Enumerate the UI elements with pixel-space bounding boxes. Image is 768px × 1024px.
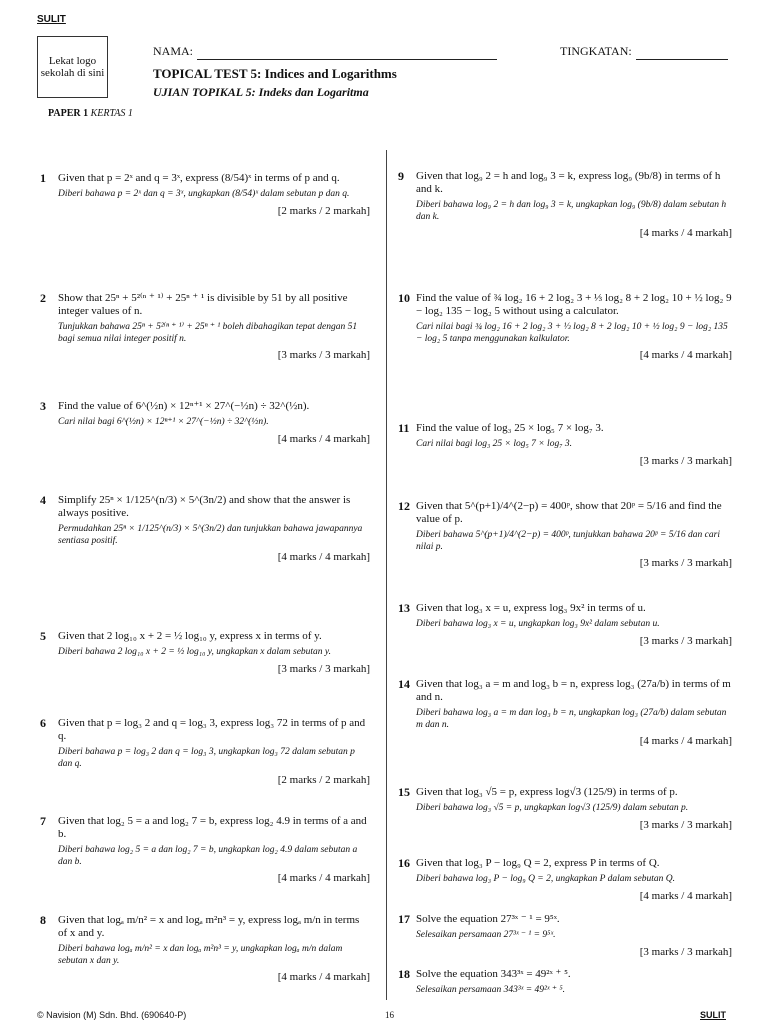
page-subtitle: UJIAN TOPIKAL 5: Indeks dan Logaritma — [153, 85, 369, 99]
question-marks: [3 marks / 3 markah] — [277, 349, 370, 361]
question-text-ms: Cari nilai bagi 6^(½n) × 12ⁿ⁺¹ × 27^(−½n) ÷ 32^(½n). — [58, 417, 269, 427]
tingkatan-field[interactable] — [560, 42, 728, 60]
question-number: 7 — [40, 814, 46, 828]
question-marks: [3 marks / 3 markah] — [639, 945, 732, 958]
question-12 — [398, 500, 732, 570]
question-5 — [40, 630, 370, 676]
question-number: 15 — [398, 785, 410, 799]
question-number: 9 — [398, 169, 404, 183]
question-number: 16 — [398, 856, 410, 870]
question-1 — [40, 172, 370, 218]
question-text-ms: Diberi bahawa log₉ 2 = h dan log₉ 3 = k, ungkapkan log₉ (9b/8) dalam sebutan h dan k. — [416, 200, 727, 222]
question-text: Solve the equation 27³ˣ ⁻ ¹ = 9⁵ˣ. — [416, 913, 560, 925]
question-text-ms: Tunjukkan bahawa 25ⁿ + 5²⁽ⁿ ⁺ ¹⁾ + 25ⁿ ⁺ ¹ boleh dibahagikan tepat dengan 51 bagi semua nilai integer positif n. — [58, 322, 358, 344]
question-8 — [40, 914, 370, 984]
question-number: 5 — [40, 629, 46, 643]
question-number: 6 — [40, 716, 46, 730]
question-marks: [3 marks / 3 markah] — [639, 557, 732, 569]
question-6 — [40, 717, 370, 787]
page-title: TOPICAL TEST 5: Indices and Logarithms — [153, 66, 397, 81]
question-marks: [4 marks / 4 markah] — [277, 872, 370, 884]
column-divider — [386, 150, 387, 1000]
footer-copyright: © Navision (M) Sdn. Bhd. (690640-P) — [37, 1010, 187, 1020]
question-number: 12 — [398, 499, 410, 513]
question-13 — [398, 602, 732, 648]
question-16 — [398, 857, 732, 903]
question-text-ms: Cari nilai bagi log₃ 25 × log₅ 7 × log₇ 3. — [416, 439, 573, 449]
paper-label-en: PAPER 1 — [48, 108, 89, 119]
question-marks: [4 marks / 4 markah] — [639, 349, 732, 361]
question-marks: [3 marks / 3 markah] — [639, 454, 732, 467]
question-number: 11 — [398, 421, 410, 435]
question-text-ms: Diberi bahawa 2 log₁₀ x + 2 = ½ log₁₀ y, ungkapkan x dalam sebutan y. — [58, 647, 332, 657]
question-7 — [40, 815, 370, 885]
question-marks: [3 marks / 3 markah] — [639, 634, 732, 647]
question-marks: [3 marks / 3 markah] — [277, 662, 370, 675]
question-9 — [398, 170, 732, 240]
question-text-ms: Diberi bahawa 5^(p+1)/4^(2−p) = 400ᵖ, tunjukkan bahawa 20ᵖ = 5/16 dan cari nilai p. — [416, 530, 720, 552]
page-number: 16 — [385, 1010, 394, 1020]
sulit-label-top: SULIT — [37, 14, 66, 25]
question-4 — [40, 494, 370, 564]
question-number: 2 — [40, 291, 46, 305]
question-text: Given that log₃ P − log₉ Q = 2, express P in terms of Q. — [416, 857, 660, 869]
question-text: Given that log₉ 2 = h and log₉ 3 = k, express log₉ (9b/8) in terms of h and k. — [416, 170, 721, 195]
question-number: 18 — [398, 967, 410, 981]
question-text: Simplify 25ⁿ × 1/125^(n/3) × 5^(3n/2) and show that the answer is always positive. — [58, 494, 351, 519]
question-text-ms: Permudahkan 25ⁿ × 1/125^(n/3) × 5^(3n/2) dan tunjukkan bahawa jawapannya sentiasa positif. — [58, 524, 363, 546]
question-text-ms: Selesaikan persamaan 343³ˣ = 49²ˣ ⁺ ⁵. — [416, 985, 566, 995]
question-number: 14 — [398, 677, 410, 691]
question-marks: [4 marks / 4 markah] — [639, 227, 732, 239]
question-number: 17 — [398, 912, 410, 926]
question-text: Given that log₂ 5 = a and log₂ 7 = b, express log₂ 4.9 in terms of a and b. — [58, 815, 367, 840]
question-text: Show that 25ⁿ + 5²⁽ⁿ ⁺ ¹⁾ + 25ⁿ ⁺ ¹ is divisible by 51 by all positive integer values of n. — [58, 292, 348, 317]
question-text-ms: Diberi bahawa p = 2ˣ dan q = 3ˣ, ungkapkan (8/54)ˣ dalam sebutan p dan q. — [58, 189, 350, 199]
question-number: 10 — [398, 291, 410, 305]
sulit-label-bottom: SULIT — [700, 1010, 726, 1020]
question-text: Given that 5^(p+1)/4^(2−p) = 400ᵖ, show that 20ᵖ = 5/16 and find the value of p. — [416, 500, 722, 525]
question-text: Given that log₃ x = u, express log₃ 9x² in terms of u. — [416, 602, 646, 614]
question-marks: [4 marks / 4 markah] — [277, 971, 370, 983]
question-text-ms: Diberi bahawa log₃ P − log₉ Q = 2, ungkapkan P dalam sebutan Q. — [416, 874, 675, 884]
question-number: 1 — [40, 171, 46, 185]
tingkatan-blank[interactable] — [636, 47, 728, 60]
question-text-ms: Diberi bahawa log₃ √5 = p, ungkapkan log√3 (125/9) dalam sebutan p. — [416, 803, 689, 813]
question-18 — [398, 968, 732, 997]
question-number: 8 — [40, 913, 46, 927]
question-marks: [4 marks / 4 markah] — [639, 735, 732, 747]
question-text: Given that p = log₃ 2 and q = log₃ 3, express log₃ 72 in terms of p and q. — [58, 717, 366, 742]
question-text: Given that log₃ √5 = p, express log√3 (125/9) in terms of p. — [416, 786, 678, 798]
question-text: Given that logₐ m/n² = x and logₐ m²n³ = y, express logₐ m/n in terms of x and y. — [58, 914, 360, 939]
question-3 — [40, 400, 370, 446]
question-14 — [398, 678, 732, 748]
question-text-ms: Selesaikan persamaan 27³ˣ ⁻ ¹ = 9⁵ˣ. — [416, 930, 556, 940]
question-text-ms: Diberi bahawa log₃ a = m dan log₃ b = n, ungkapkan log₃ (27a/b) dalam sebutan m dan n. — [416, 708, 727, 730]
question-marks: [2 marks / 2 markah] — [277, 774, 370, 786]
question-text: Given that log₃ a = m and log₃ b = n, express log₃ (27a/b) in terms of m and n. — [416, 678, 731, 703]
question-text: Find the value of ¾ log₂ 16 + 2 log₂ 3 + ⅓ log₂ 8 + 2 log₂ 10 + ½ log₂ 9 − log₂ 135 − log₂ 5 without using a calculator. — [416, 292, 732, 317]
question-text-ms: Diberi bahawa p = log₃ 2 dan q = log₃ 3, ungkapkan log₃ 72 dalam sebutan p dan q. — [58, 747, 355, 769]
question-text-ms: Cari nilai bagi ¾ log₂ 16 + 2 log₂ 3 + ⅓ log₂ 8 + 2 log₂ 10 + ½ log₂ 9 − log₂ 135 − log₂ 5 tanpa menggunakan kalkulator. — [416, 322, 728, 344]
paper-label — [48, 108, 133, 119]
question-text: Find the value of 6^(½n) × 12ⁿ⁺¹ × 27^(−½n) ÷ 32^(½n). — [58, 400, 310, 412]
question-marks: [4 marks / 4 markah] — [277, 432, 370, 445]
question-text-ms: Diberi bahawa log₃ x = u, ungkapkan log₃ 9x² dalam sebutan u. — [416, 619, 660, 629]
question-marks: [4 marks / 4 markah] — [277, 551, 370, 563]
question-marks: [4 marks / 4 markah] — [639, 889, 732, 902]
question-marks: [2 marks / 2 markah] — [277, 204, 370, 217]
question-10 — [398, 292, 732, 362]
question-number: 13 — [398, 601, 410, 615]
question-2 — [40, 292, 370, 362]
question-text: Given that 2 log₁₀ x + 2 = ½ log₁₀ y, express x in terms of y. — [58, 630, 322, 642]
question-text: Solve the equation 343³ˣ = 49²ˣ ⁺ ⁵. — [416, 968, 571, 980]
question-17 — [398, 913, 732, 959]
school-logo-placeholder: Lekat logo sekolah di sini — [37, 36, 108, 98]
tingkatan-label: TINGKATAN: — [560, 44, 632, 58]
question-text: Given that p = 2ˣ and q = 3ˣ, express (8/54)ˣ in terms of p and q. — [58, 172, 340, 184]
question-15 — [398, 786, 732, 832]
question-text-ms: Diberi bahawa log₂ 5 = a dan log₂ 7 = b, ungkapkan log₂ 4.9 dalam sebutan a dan b. — [58, 845, 358, 867]
question-number: 4 — [40, 493, 46, 507]
name-field[interactable] — [153, 42, 497, 60]
paper-label-ms: KERTAS 1 — [90, 108, 133, 119]
question-number: 3 — [40, 399, 46, 413]
question-marks: [3 marks / 3 markah] — [639, 818, 732, 831]
question-text: Find the value of log₃ 25 × log₅ 7 × log₇ 3. — [416, 422, 604, 434]
question-text-ms: Diberi bahawa logₐ m/n² = x dan logₐ m²n³ = y, ungkapkan logₐ m/n dalam sebutan x dan y. — [58, 944, 343, 966]
question-11 — [398, 422, 732, 468]
name-label: NAMA: — [153, 44, 194, 58]
name-blank[interactable] — [197, 47, 497, 60]
